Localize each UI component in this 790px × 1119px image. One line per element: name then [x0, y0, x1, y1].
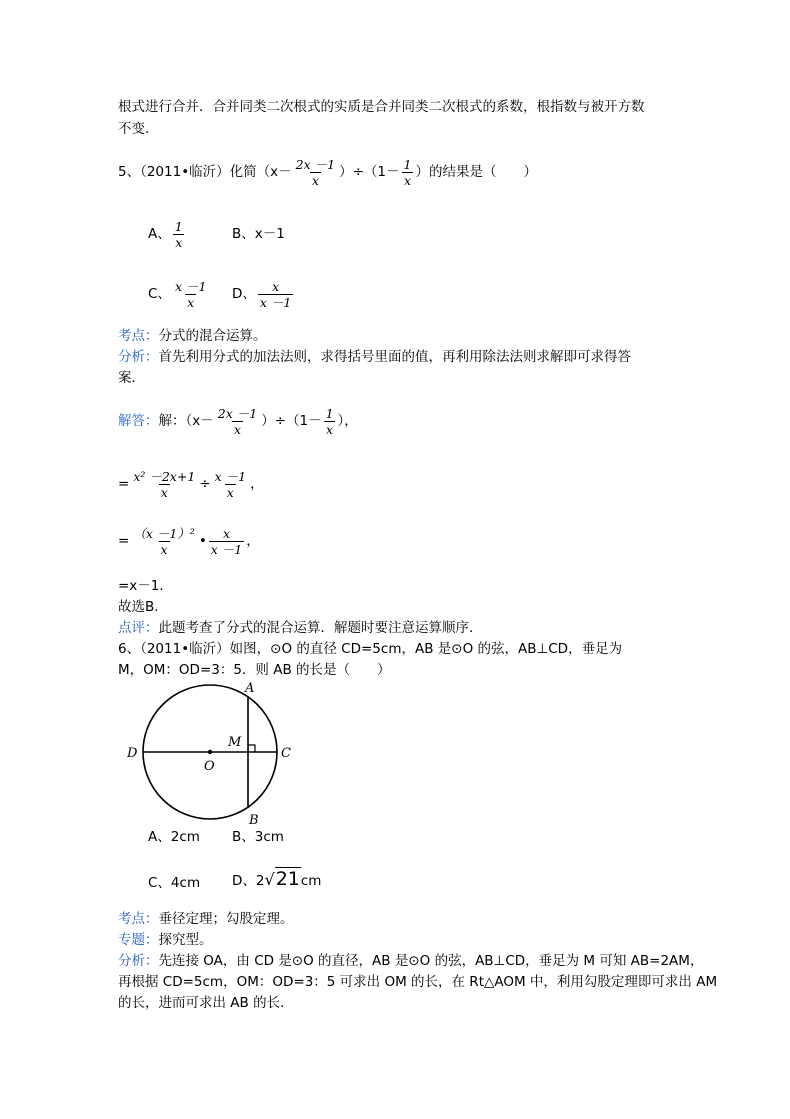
label-o: O: [204, 759, 215, 774]
q5-fenxi: 分析：首先利用分式的加法法则，求得括号里面的值，再利用除法法则求解即可求得答: [118, 349, 631, 365]
intro-line-2: 不变．: [118, 121, 159, 137]
q6-zhuanti-label: 专题：: [118, 932, 159, 948]
q6-kaodian: 考点：垂径定理；勾股定理。: [118, 911, 294, 927]
q5-kaodian: 考点：分式的混合运算。: [118, 328, 267, 344]
q6-fenxi-line-3: 的长，进而可求出 AB 的长．: [118, 995, 294, 1011]
q6-fenxi-label: 分析：: [118, 953, 159, 969]
q6-option-c[interactable]: C、4cm: [148, 875, 201, 891]
right-angle-mark: [248, 745, 255, 752]
q5-fenxi-label: 分析：: [118, 349, 159, 365]
q5-kaodian-label: 考点：: [118, 328, 159, 344]
q5-prefix: 5、（2011•临沂）化简（x－: [118, 164, 292, 180]
label-d: D: [127, 746, 138, 761]
q5-fenxi-cont: 案．: [118, 370, 145, 386]
circle-figure: [118, 678, 308, 828]
label-m: M: [228, 735, 242, 750]
q6-zhuanti: 专题：探究型。: [118, 932, 213, 948]
q6-fenxi-line-2: 再根据 CD=5cm，OM：OD=3：5 可求出 OM 的长，在 Rt△AOM 中，利用勾股定理即可求出 AM: [118, 974, 718, 990]
q6-option-d[interactable]: D、2√21cm: [232, 868, 322, 890]
label-a: A: [245, 681, 255, 696]
q5-stem: [118, 156, 537, 188]
q5-dianping: 点评：此题考查了分式的混合运算．解题时要注意运算顺序．: [118, 620, 483, 636]
q5-option-b[interactable]: B、x－1: [232, 226, 285, 242]
q5-option-d-fraction: $\frac{x}{x -1}$: [259, 278, 292, 310]
q5-option-d[interactable]: D、 $\frac{x}{x -1}$: [232, 278, 292, 310]
q5-step-3: =x－1．: [118, 578, 173, 594]
radicand: 21: [275, 868, 300, 890]
q5-jieda-label: 解答：: [118, 413, 159, 429]
q6-option-b[interactable]: B、3cm: [232, 829, 284, 845]
q5-option-a[interactable]: A、 $\frac{1}{x}$: [148, 218, 183, 250]
sqrt-icon: √: [264, 870, 275, 889]
q5-fraction-1: $\frac{2x -1}{x}$: [295, 156, 336, 188]
q6-option-a[interactable]: A、2cm: [148, 829, 200, 845]
intro-line-1: 根式进行合并．合并同类二次根式的实质是合并同类二次根式的系数，根指数与被开方数: [118, 99, 645, 115]
q5-dianping-label: 点评：: [118, 620, 159, 636]
q5-mid: ）÷（1－: [339, 164, 400, 180]
q5-answer: 故选B．: [118, 599, 168, 615]
q6-stem-line-1: 6、（2011•临沂）如图，⊙O 的直径 CD=5cm，AB 是⊙O 的弦，AB⊥CD，垂足为: [118, 641, 623, 657]
q6-stem-line-2: M，OM：OD=3：5．则 AB 的长是（ ）: [118, 662, 391, 678]
q6-kaodian-label: 考点：: [118, 911, 159, 927]
q5-fraction-2: $\frac{1}{x}$: [403, 156, 412, 188]
q5-option-c-fraction: $\frac{x -1}{x}$: [174, 278, 207, 310]
q5-step-1: = $\frac{\text{x² －2x+1}}{x}$ ÷ $\frac{x -1}{x}$ ，: [118, 468, 264, 500]
label-c: C: [281, 746, 291, 761]
center-point: [208, 750, 212, 754]
q5-step-2: = $\frac{\text{（x －1）²}}{x}$ • $\frac{x}{x -1}$ ，: [118, 525, 260, 557]
q5-jieda: 解答：解：（x－ $\frac{2x -1}{x}$ ）÷（1－ $\frac{1}{x}$ ），: [118, 405, 358, 437]
q5-suffix: ）的结果是（ ）: [415, 164, 537, 180]
q5-option-c[interactable]: C、 $\frac{x -1}{x}$: [148, 278, 207, 310]
q5-option-a-fraction: $\frac{1}{x}$: [174, 218, 183, 250]
label-b: B: [249, 813, 259, 828]
q6-fenxi: 分析：先连接 OA，由 CD 是⊙O 的直径，AB 是⊙O 的弦，AB⊥CD，垂足为 M 可知 AB=2AM，: [118, 953, 704, 969]
